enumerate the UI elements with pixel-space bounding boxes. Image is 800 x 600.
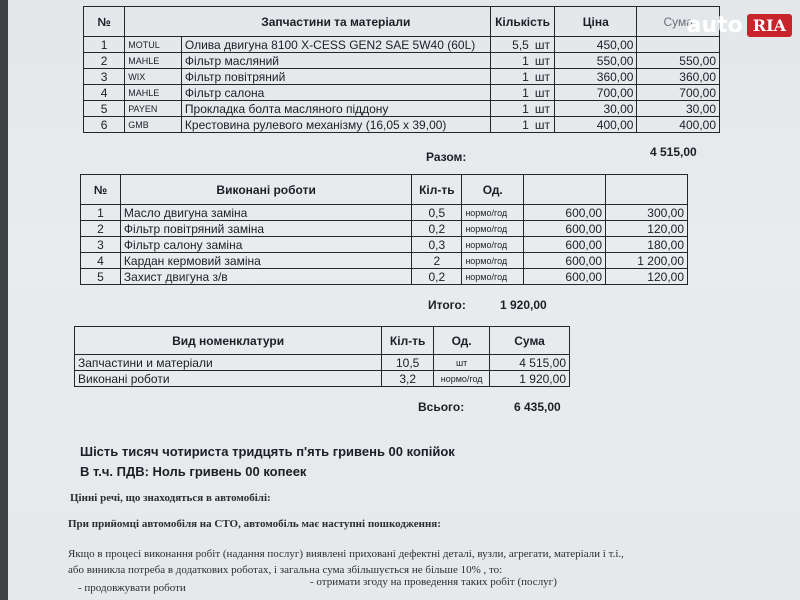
summary-qty: 10,5 xyxy=(382,355,434,371)
part-qty: 1 xyxy=(491,101,532,117)
work-name: Фільтр повітряний заміна xyxy=(120,221,411,237)
part-sum: 30,00 xyxy=(637,101,720,117)
work-qty: 2 xyxy=(412,253,462,269)
works-table xyxy=(80,174,688,285)
row-number: 6 xyxy=(84,117,125,133)
work-sum: 300,00 xyxy=(606,205,688,221)
part-unit: шт xyxy=(532,85,555,101)
amount-in-words: Шість тисяч чотириста тридцять п'ять гривень 00 копійок xyxy=(80,444,455,459)
works-total-value: 1 920,00 xyxy=(500,298,547,312)
summary-total-value: 6 435,00 xyxy=(514,400,561,414)
part-name: Фільтр салона xyxy=(181,85,490,101)
works-row xyxy=(81,205,688,221)
work-sum: 180,00 xyxy=(606,237,688,253)
auto-ria-watermark-logo xyxy=(687,10,792,40)
part-qty: 1 xyxy=(491,117,532,133)
part-name: Прокладка болта масляного піддону xyxy=(181,101,490,117)
work-unit: нормо/год xyxy=(462,221,524,237)
row-number: 4 xyxy=(81,253,121,269)
part-qty: 5,5 xyxy=(491,37,532,53)
summary-qty: 3,2 xyxy=(382,371,434,387)
work-unit: нормо/год xyxy=(462,237,524,253)
terms-option-continue: - продовжувати роботи xyxy=(78,582,186,594)
work-price: 600,00 xyxy=(524,205,606,221)
work-qty: 0,2 xyxy=(412,221,462,237)
works-header-sum xyxy=(606,175,688,205)
parts-total-label: Разом: xyxy=(426,150,467,164)
part-brand: WIX xyxy=(125,69,182,85)
work-name: Масло двигуна заміна xyxy=(120,205,411,221)
summary-name: Виконані роботи xyxy=(75,371,382,387)
row-number: 2 xyxy=(84,53,125,69)
works-header-name: Виконані роботи xyxy=(120,175,411,205)
summary-header-qty: Кіл-ть xyxy=(382,327,434,355)
works-header-num: № xyxy=(81,175,121,205)
damage-note: При прийомці автомобіля на СТО, автомобіль має наступні пошкодження: xyxy=(68,518,441,530)
work-unit: нормо/год xyxy=(462,205,524,221)
row-number: 5 xyxy=(84,101,125,117)
parts-row xyxy=(84,101,720,117)
works-row xyxy=(81,269,688,285)
terms-option-consent: - отримати згоду на проведення таких робіт (послуг) xyxy=(310,576,557,588)
part-brand: PAYEN xyxy=(125,101,182,117)
parts-row xyxy=(84,69,720,85)
works-header-row xyxy=(81,175,688,205)
parts-row xyxy=(84,117,720,133)
work-qty: 0,5 xyxy=(412,205,462,221)
part-name: Фільтр масляний xyxy=(181,53,490,69)
summary-total-label: Всього: xyxy=(418,400,465,414)
part-name: Крестовина рулевого механізму (16,05 x 39,00) xyxy=(181,117,490,133)
parts-header-row xyxy=(84,7,720,37)
part-qty: 1 xyxy=(491,69,532,85)
part-brand: GMB xyxy=(125,117,182,133)
row-number: 3 xyxy=(81,237,121,253)
terms-line-1: Якщо в процесі виконання робіт (надання послуг) виявлені приховані дефектні деталі, вузли, агрегати, матеріали і т.і., xyxy=(68,548,624,560)
works-header-qty: Кіл-ть xyxy=(412,175,462,205)
vat-in-words: В т.ч. ПДВ: Ноль гривень 00 копеек xyxy=(80,464,307,479)
work-unit: нормо/год xyxy=(462,269,524,285)
terms-line-2: або виникла потреба в додаткових роботах, і загальна сума збільшується не більше 10% , то: xyxy=(68,564,503,576)
parts-header-name: Запчастини та матеріали xyxy=(181,7,490,37)
part-unit: шт xyxy=(532,53,555,69)
works-header-unit: Од. xyxy=(462,175,524,205)
work-price: 600,00 xyxy=(524,221,606,237)
part-price: 400,00 xyxy=(555,117,637,133)
row-number: 2 xyxy=(81,221,121,237)
work-sum: 120,00 xyxy=(606,221,688,237)
work-price: 600,00 xyxy=(524,269,606,285)
summary-sum: 1 920,00 xyxy=(490,371,570,387)
parts-header-price: Ціна xyxy=(555,7,637,37)
watermark-auto-text: auto xyxy=(686,12,743,38)
work-price: 600,00 xyxy=(524,253,606,269)
part-sum: 550,00 xyxy=(637,53,720,69)
row-number: 4 xyxy=(84,85,125,101)
works-row xyxy=(81,253,688,269)
row-number: 1 xyxy=(84,37,125,53)
work-name: Фільтр салону заміна xyxy=(120,237,411,253)
part-unit: шт xyxy=(532,69,555,85)
summary-header-row xyxy=(75,327,570,355)
row-number: 1 xyxy=(81,205,121,221)
summary-row xyxy=(75,371,570,387)
parts-row xyxy=(84,53,720,69)
parts-row xyxy=(84,85,720,101)
part-brand: MOTUL xyxy=(125,37,182,53)
summary-header-name: Вид номенклатури xyxy=(75,327,382,355)
part-name: Олива двигуна 8100 X-CESS GEN2 SAE 5W40 (60L) xyxy=(181,37,490,53)
works-row xyxy=(81,221,688,237)
summary-unit: нормо/год xyxy=(434,371,490,387)
work-sum: 120,00 xyxy=(606,269,688,285)
part-sum: 360,00 xyxy=(637,69,720,85)
works-row xyxy=(81,237,688,253)
part-price: 550,00 xyxy=(555,53,637,69)
part-price: 450,00 xyxy=(555,37,637,53)
work-qty: 0,2 xyxy=(412,269,462,285)
row-number: 3 xyxy=(84,69,125,85)
summary-row xyxy=(75,355,570,371)
part-qty: 1 xyxy=(491,85,532,101)
work-qty: 0,3 xyxy=(412,237,462,253)
parts-header-qty: Кількість xyxy=(491,7,555,37)
work-name: Захист двигуна з/в xyxy=(120,269,411,285)
part-qty: 1 xyxy=(491,53,532,69)
summary-sum: 4 515,00 xyxy=(490,355,570,371)
part-brand: MAHLE xyxy=(125,53,182,69)
work-price: 600,00 xyxy=(524,237,606,253)
work-sum: 1 200,00 xyxy=(606,253,688,269)
part-price: 700,00 xyxy=(555,85,637,101)
parts-row xyxy=(84,37,720,53)
works-header-price xyxy=(524,175,606,205)
parts-table xyxy=(83,6,720,133)
part-price: 30,00 xyxy=(555,101,637,117)
parts-header-sum: Сума xyxy=(637,7,720,37)
part-unit: шт xyxy=(532,117,555,133)
part-name: Фільтр повітряний xyxy=(181,69,490,85)
summary-header-sum: Сума xyxy=(490,327,570,355)
work-unit: нормо/год xyxy=(462,253,524,269)
summary-header-unit: Од. xyxy=(434,327,490,355)
document-page xyxy=(8,0,800,600)
part-brand: MAHLE xyxy=(125,85,182,101)
parts-header-brand xyxy=(125,7,182,37)
parts-total-value: 4 515,00 xyxy=(650,145,697,159)
watermark-ria-badge: RIA xyxy=(747,14,792,37)
part-price: 360,00 xyxy=(555,69,637,85)
summary-table xyxy=(74,326,570,387)
row-number: 5 xyxy=(81,269,121,285)
work-name: Кардан кермовий заміна xyxy=(120,253,411,269)
summary-unit: шт xyxy=(434,355,490,371)
part-sum: 400,00 xyxy=(637,117,720,133)
part-unit: шт xyxy=(532,101,555,117)
part-unit: шт xyxy=(532,37,555,53)
valuables-note: Цінні речі, що знаходяться в автомобілі: xyxy=(70,492,271,504)
summary-name: Запчастини и матеріали xyxy=(75,355,382,371)
works-total-label: Итого: xyxy=(428,298,466,312)
parts-header-num: № xyxy=(84,7,125,37)
part-sum: 700,00 xyxy=(637,85,720,101)
